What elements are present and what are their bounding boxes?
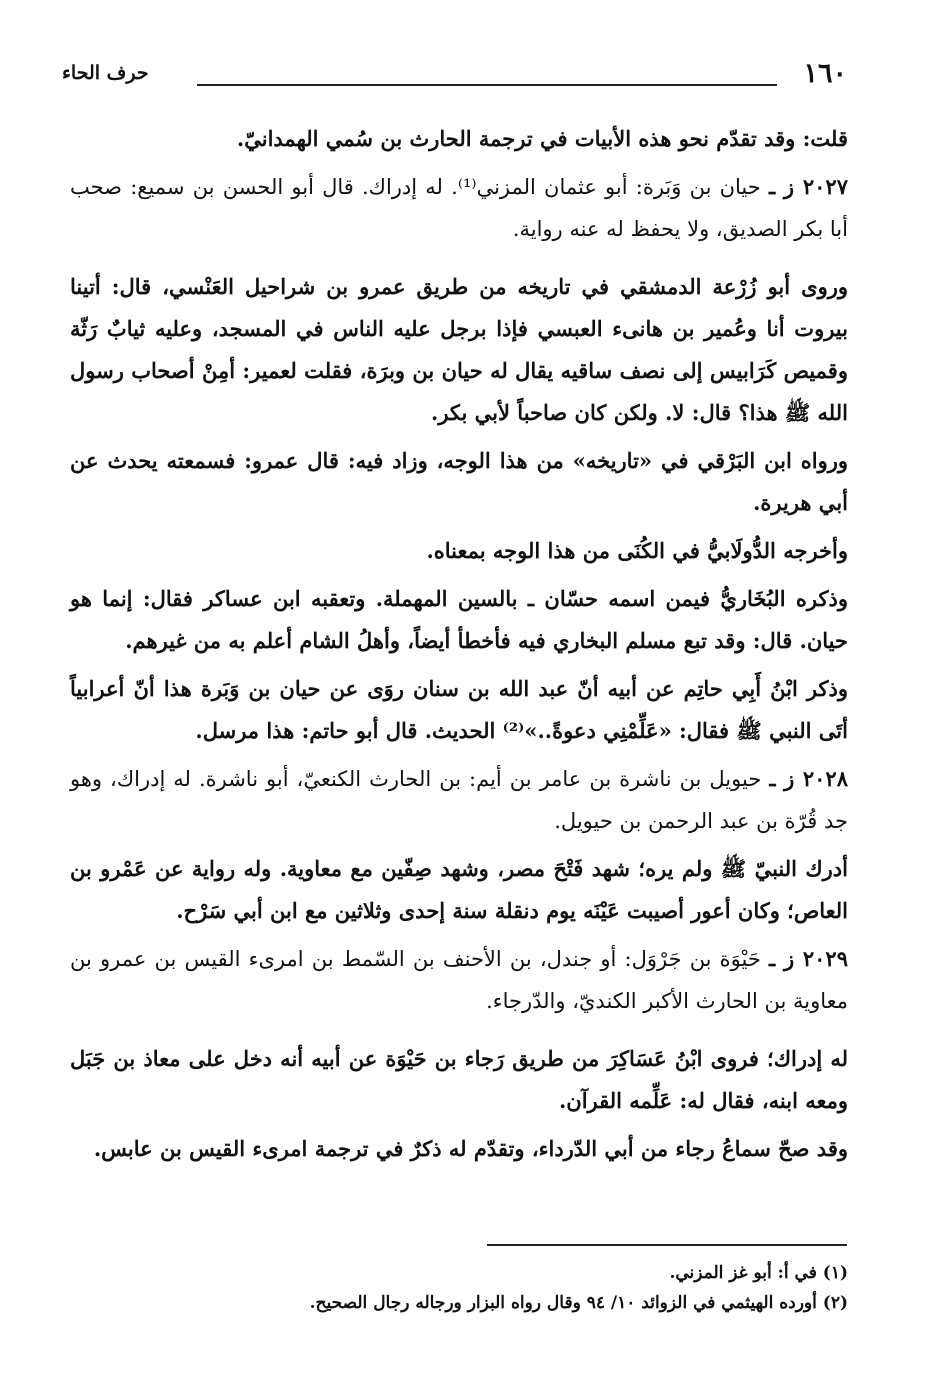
page-number: ١٦٠ — [803, 58, 847, 89]
entry-text: حيويل بن ناشرة بن عامر بن أيم: بن الحارث الكنعيّ، أبو ناشرة. له إدراك، وهو جد قُرّة بن عبد الرحمن بن حيويل. — [70, 767, 848, 833]
entry-number: ٢٠٢٩ ز ـ — [769, 946, 848, 971]
footnote-2: (٢) أورده الهيثمي في الزوائد ١٠/ ٩٤ وقال رواه البزار ورجاله رجال الصحيح. — [309, 1293, 848, 1313]
footnote-1: (١) في أ: أبو غز المزني. — [669, 1263, 848, 1283]
paragraph: وأخرجه الدُّولَابيُّ في الكُنَى من هذا الوجه بمعناه. — [426, 538, 848, 563]
entry-number: ٢٠٢٨ ز ـ — [769, 766, 848, 791]
entry-2027 — [70, 166, 848, 250]
main-text — [70, 118, 848, 1170]
paragraph: أدرك النبيّ ﷺ ولم يره؛ شهد فَتْحَ مصر، وشهد صِفّين مع معاوية. وله رواية عن عَمْرو بن العاص؛ وكان أعور أصيبت عَيْنَه يوم دنقلة سنة إحدى وثلاثين مع ابن أبي سَرْح. — [70, 856, 848, 923]
footnote-divider — [487, 1244, 847, 1246]
paragraph: ورواه ابن البَرْقي في «تاريخه» من هذا الوجه، وزاد فيه: قال عمرو: فسمعته يحدث عن أبي هريرة. — [70, 448, 848, 515]
entry-number: ٢٠٢٧ ز ـ — [768, 174, 848, 199]
entry-2029 — [70, 938, 848, 1022]
footnotes — [70, 1258, 848, 1318]
paragraph: وذكر ابْنُ أَبِي حاتِم عن أبيه أنّ عبد الله بن سنان روَى عن حيان بن وَبَرة هذا أنّ أعرابياً أتَى النبي ﷺ فقال: «عَلِّمْنِي دعوةً..»⁽²⁾ الحديث. قال أبو حاتم: هذا مرسل. — [70, 676, 848, 743]
chapter-title: حرف الحاء — [62, 62, 149, 84]
paragraph: قلت: وقد تقدّم نحو هذه الأبيات في ترجمة الحارث بن سُمي الهمدانيّ. — [236, 126, 848, 151]
entry-text: حيان بن وَبَرة: أبو عثمان المزني⁽¹⁾. له إدراك. قال أبو الحسن بن سميع: صحب أبا بكر الصديق، ولا يحفظ له عنه رواية. — [70, 175, 848, 241]
paragraph: وقد صحّ سماعُ رجاء من أبي الدّرداء، وتقدّم له ذكرٌ في ترجمة امرىء القيس بن عابس. — [93, 1136, 848, 1161]
entry-text: حَيْوَة بن جَرْوَل: أو جندل، بن الأحنف بن السّمط بن امرىء القيس بن عمرو بن معاوية بن الحارث الأكبر الكنديّ، والدّرجاء. — [70, 947, 848, 1013]
header-rule — [197, 84, 777, 86]
page-header — [62, 58, 847, 98]
entry-2028 — [70, 758, 848, 842]
paragraph: وروى أبو زُرْعة الدمشقي في تاريخه من طريق عمرو بن شراحيل العَنْسي، قال: أتينا بيروت أنا وعُمير بن هانىء العبسي فإذا برجل عليه الناس في المسجد، وعليه ثيابٌ رَثّة وقميص كَرَابيس إلى نصف ساقيه يقال له حيان بن وبرَة، فقلت لعمير: أمِنْ أصحاب رسول الله ﷺ هذا؟ قال: لا. ولكن كان صاحباً لأبي بكر. — [70, 274, 848, 425]
paragraph: له إدراك؛ فروى ابْنُ عَسَاكِرَ من طريق رَجاء بن حَيْوَة عن أبيه أنه دخل على معاذ بن جَبَل ومعه ابنه، فقال له: عَلِّمه القرآن. — [70, 1046, 848, 1113]
paragraph: وذكره البُخَاريُّ فيمن اسمه حسّان ـ بالسين المهملة. وتعقبه ابن عساكر فقال: إنما هو حيان. قال: وقد تبع مسلم البخاري فيه فأخطأ أيضاً، وأهلُ الشام أعلم به من غيرهم. — [70, 586, 848, 653]
